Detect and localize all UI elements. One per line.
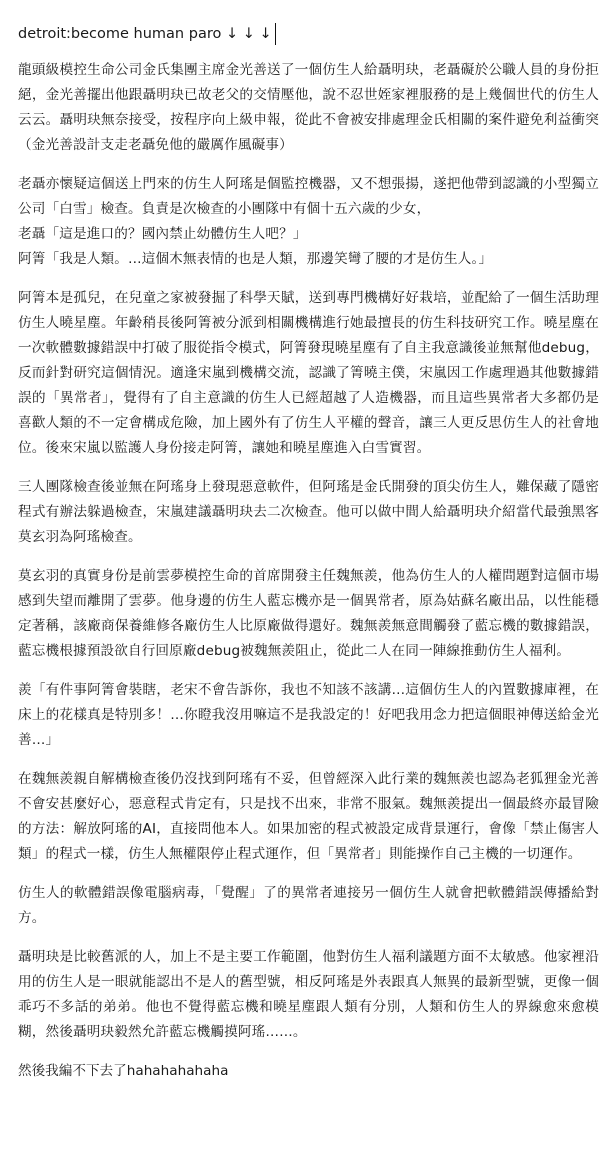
paragraph-4: 三人團隊檢查後並無在阿瑤身上發現惡意軟件，但阿瑤是金氏開發的頂尖仿生人，難保藏了隱密程式有辦法躲過檢查，宋嵐建議聶明玦去二次檢查。他可以做中間人給聶明玦介紹當代最強黑客莫玄羽為阿瑤檢查。 [18, 479, 599, 545]
paragraph-3: 阿箐本是孤兒，在兒童之家被發掘了科學天賦，送到專門機構好好栽培，並配給了一個生活助理仿生人曉星塵。年齡稍長後阿箐被分派到相關機構進行她最擅長的仿生科技研究工作。曉星塵在一次軟體數據錯誤中打破了服從指令模式，阿箐發現曉星塵有了自主我意識後並無幫他debug，反而針對研究這個情況。適逢宋嵐到機構交流，認識了箐曉主僕，宋嵐因工作處理過其他數據錯誤的「異常者」，覺得有了自主意識的仿生人已經超越了人造機器，而且這些異常者大多都仍是喜歡人類的不一定會構成危險，加上國外有了仿生人平權的聲音，讓三人更反思仿生人的社會地位。後來宋嵐以監護人身份接走阿箐，讓她和曉星塵進入白雪實習。 [18, 290, 599, 456]
paragraph-2: 老聶亦懷疑這個送上門來的仿生人阿瑤是個監控機器，又不想張揚，遂把他帶到認識的小型獨立公司「白雪」檢查。負責是次檢查的小團隊中有個十五六歲的少女， [18, 176, 599, 217]
paragraph-5: 莫玄羽的真實身份是前雲夢模控生命的首席開發主任魏無羨，他為仿生人的人權問題對這個市場感到失望而離開了雲夢。他身邊的仿生人藍忘機亦是一個異常者，原為姑蘇名廠出品，以性能穩定著稱，該廠商保養維修各廠仿生人比原廠做得還好。魏無羨無意間觸發了藍忘機的數據錯誤，藍忘機根據預設欲自行回原廠debug被魏無羨阻止，從此二人在同一陣線推動仿生人福利。 [18, 568, 599, 659]
document-title: detroit:become human paro ↓ ↓ ↓ [18, 26, 272, 42]
paragraph-6: 羨「有件事阿箐會裝瞎，老宋不會告訴你，我也不知該不該講…這個仿生人的內置數據庫裡，在床上的花樣真是特別多！…你瞪我沒用嘛這不是我設定的！好吧我用念力把這個眼神傳送給金光善…」 [18, 682, 599, 748]
paragraph-9: 聶明玦是比較舊派的人，加上不是主要工作範圍，他對仿生人福利議題方面不太敏感。他家裡沿用的仿生人是一眼就能認出不是人的舊型號，相反阿瑤是外表跟真人無異的最新型號，更像一個乖巧不多話的弟弟。他也不覺得藍忘機和曉星塵跟人類有分別，人類和仿生人的界線愈來愈模糊，然後聶明玦毅然允許藍忘機觸摸阿瑤……。 [18, 949, 599, 1040]
text-cursor [275, 23, 276, 45]
paragraph-7: 在魏無羨親自解構檢查後仍沒找到阿瑤有不妥，但曾經深入此行業的魏無羨也認為老狐狸金光善不會安甚麼好心，惡意程式肯定有，只是找不出來，非常不服氣。魏無羨提出一個最終亦最冒險的方法：解放阿瑤的AI，直接問他本人。如果加密的程式被設定成背景運行，會像「禁止傷害人類」的程式一樣，仿生人無權限停止程式運作，但「異常者」則能操作自己主機的一切運作。 [18, 771, 599, 862]
paragraph-8: 仿生人的軟體錯誤像電腦病毒，「覺醒」了的異常者連接另一個仿生人就會把軟體錯誤傳播給對方。 [18, 885, 599, 926]
closing-line: 然後我編不下去了hahahahahaha [18, 1063, 229, 1079]
paragraph-2-group [18, 172, 599, 272]
dialogue-nie: 老聶「這是進口的？國內禁止幼體仿生人吧？」 [18, 226, 307, 242]
paragraph-1: 龍頭級模控生命公司金氏集團主席金光善送了一個仿生人給聶明玦，老聶礙於公職人員的身份拒絕，金光善擺出他跟聶明玦已故老父的交情壓他，說不忍世姪家裡服務的是上幾個世代的仿生人云云。聶明玦無奈接受，按程序向上級申報，從此不會被安排處理金氏相關的案件避免利益衝突（金光善設計支走老聶免他的嚴厲作風礙事） [18, 62, 599, 153]
title-row [18, 20, 599, 48]
dialogue-aqing: 阿箐「我是人類。…這個木無表情的也是人類，那邊笑彎了腰的才是仿生人。」 [18, 251, 493, 267]
